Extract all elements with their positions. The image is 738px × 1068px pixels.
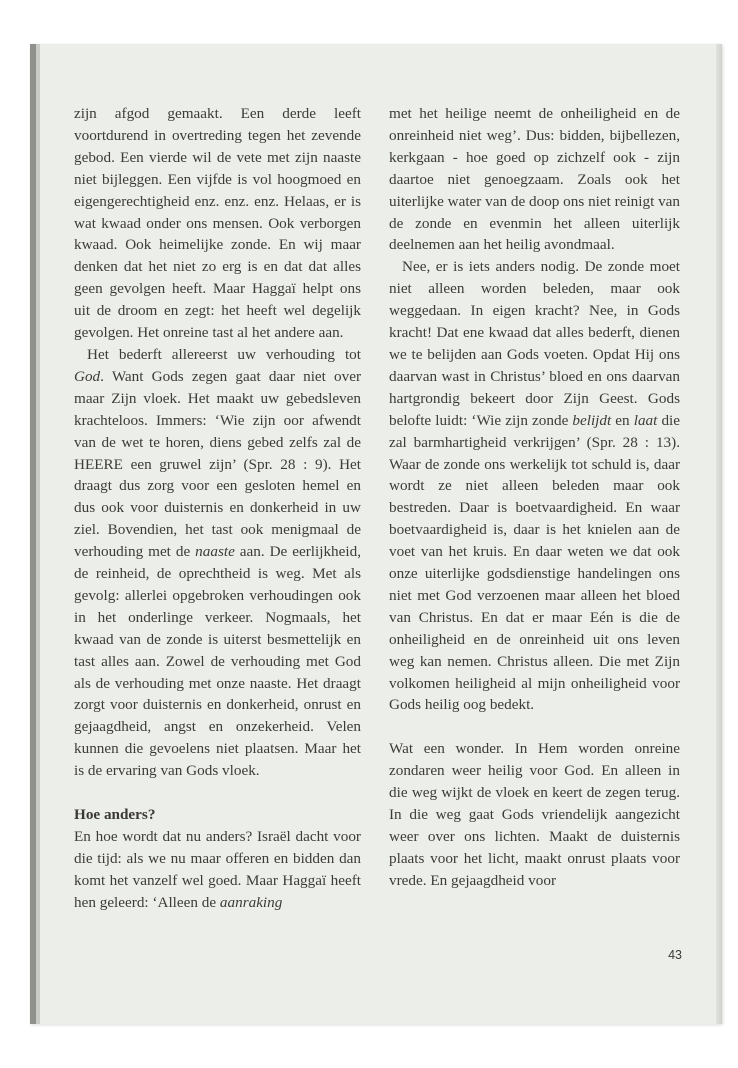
text-run: En hoe wordt dat nu anders? Israël dacht voor die tijd: als we nu maar offeren en bidden dan komt het vanzelf wel goed. Maar Haggaï heeft hen geleerd: ‘Alleen de (74, 828, 361, 911)
text-run: . Want Gods zegen gaat daar niet over maar Zijn vloek. Het maakt uw gebedsleven krachteloos. Immers: ‘Wie zijn oor afwendt van de wet te horen, diens gebed zelfs zal de HEERE een gruwel zijn’ (Spr. 28 : 9). Het draagt dus zorg voor een gesloten hemel en dus ook voor duisternis en donkerheid in uw ziel. Bovendien, het tast ook menigmaal de verhouding met de (74, 367, 361, 561)
section-heading: Hoe anders? (74, 806, 156, 824)
page-number: 43 (668, 948, 682, 962)
paragraph-aanraking-continued: met het heilige neemt de onheiligheid en de onreinheid niet weg’. Dus: bidden, bijbellezen, kerkgaan - hoe goed op zichzelf ook - zijn daartoe niet genoegzaam. Zoals ook het uiterlijke water van de doop ons niet reinigt van de zonde en evenmin het alleen uiterlijk deelnemen aan het heilig avondmaal. (389, 105, 681, 254)
text-run: aan. De eerlijkheid, de reinheid, de oprechtheid is weg. Met als gevolg: allerlei opgebroken verhoudingen ook in het onderlinge verkeer. Nogmaals, het kwaad van de zonde is uiterst besmettelijk en tast alles aan. Zowel de verhouding met God als de verhouding met onze naaste. Het draagt zorgt voor duisternis en donkerheid, onrust en gejaagdheid, angst en onzekerheid. Velen kunnen die gevoelens niet plaatsen. Maar het is de ervaring van Gods vloek. (74, 543, 361, 780)
text-run: Het bederft allereerst uw verhouding tot (87, 345, 361, 363)
emphasis-aanraking: aanraking (219, 893, 283, 911)
left-column (74, 103, 361, 914)
page-edge (716, 44, 722, 1024)
text-run: Nee, er is iets anders nodig. De zonde moet niet alleen worden beleden, maar ook weggedaan. In eigen kracht? Nee, in Gods kracht! Dat ene kwaad dat alles bederft, dienen we te belijden aan Gods voeten. Opdat Hij ons daarvan wast in Christus’ bloed en ons daarvan hartgrondig bekeert door Zijn Geest. Gods belofte luidt: ‘Wie zijn zonde (389, 258, 680, 429)
paragraph-nee (389, 256, 680, 716)
emphasis-belijdt: belijdt (572, 411, 612, 429)
text-run: die zal barmhartigheid verkrijgen’ (Spr. 28 : 13). Waar de zonde ons werkelijk tot schuld is, daar wordt ze niet alleen beleden maar ook bestreden. Daar is boetvaardigheid. En waar boetvaardigheid is, daar is het knielen aan de voet van het kruis. En daar weten we dat ook onze uiterlijke godsdienstige handelingen ons niet met God verzoenen maar alleen het bloed van Christus. En dat er maar Eén is die de onheiligheid en de onreinheid uit ons leven weg kan nemen. Christus alleen. Die met Zijn volkomen heiligheid al mijn onheiligheid voor Gods heilig oog bedekt. (389, 411, 680, 714)
emphasis-god: God (74, 367, 101, 385)
spine-highlight (36, 44, 40, 1024)
paragraph-continuation: zijn afgod gemaakt. Een derde leeft voortdurend in overtreding tegen het zevende gebod. Een vierde wil de vete met zijn naaste niet bijleggen. Een vijfde is vol hoogmoed en eigengerechtigheid enz. enz. enz. Helaas, er is wat kwaad onder ons mensen. Ook verborgen kwaad. Ook heimelijke zonde. En wij maar denken dat het niet zo erg is en dat dat alles geen gevolgen heeft. Maar Haggaï helpt ons uit de droom en zegt: het heeft wel degelijk gevolgen. Het onreine tast al het andere aan. (74, 105, 361, 342)
paragraph-hoe-anders (74, 826, 361, 914)
right-column (389, 103, 680, 892)
paragraph-verhouding (74, 344, 361, 782)
emphasis-naaste: naaste (195, 543, 235, 561)
text-run: en (615, 411, 630, 429)
emphasis-laat: laat (633, 411, 658, 429)
paragraph-wonder: Wat een wonder. In Hem worden onreine zondaren weer heilig voor God. En alleen in die weg wijkt de vloek en keert de zegen terug. In die weg gaat Gods vriendelijk aangezicht weer over ons lichten. Maakt de duisternis plaats voor het licht, maakt onrust plaats voor vrede. En gejaagdheid voor (389, 740, 680, 889)
